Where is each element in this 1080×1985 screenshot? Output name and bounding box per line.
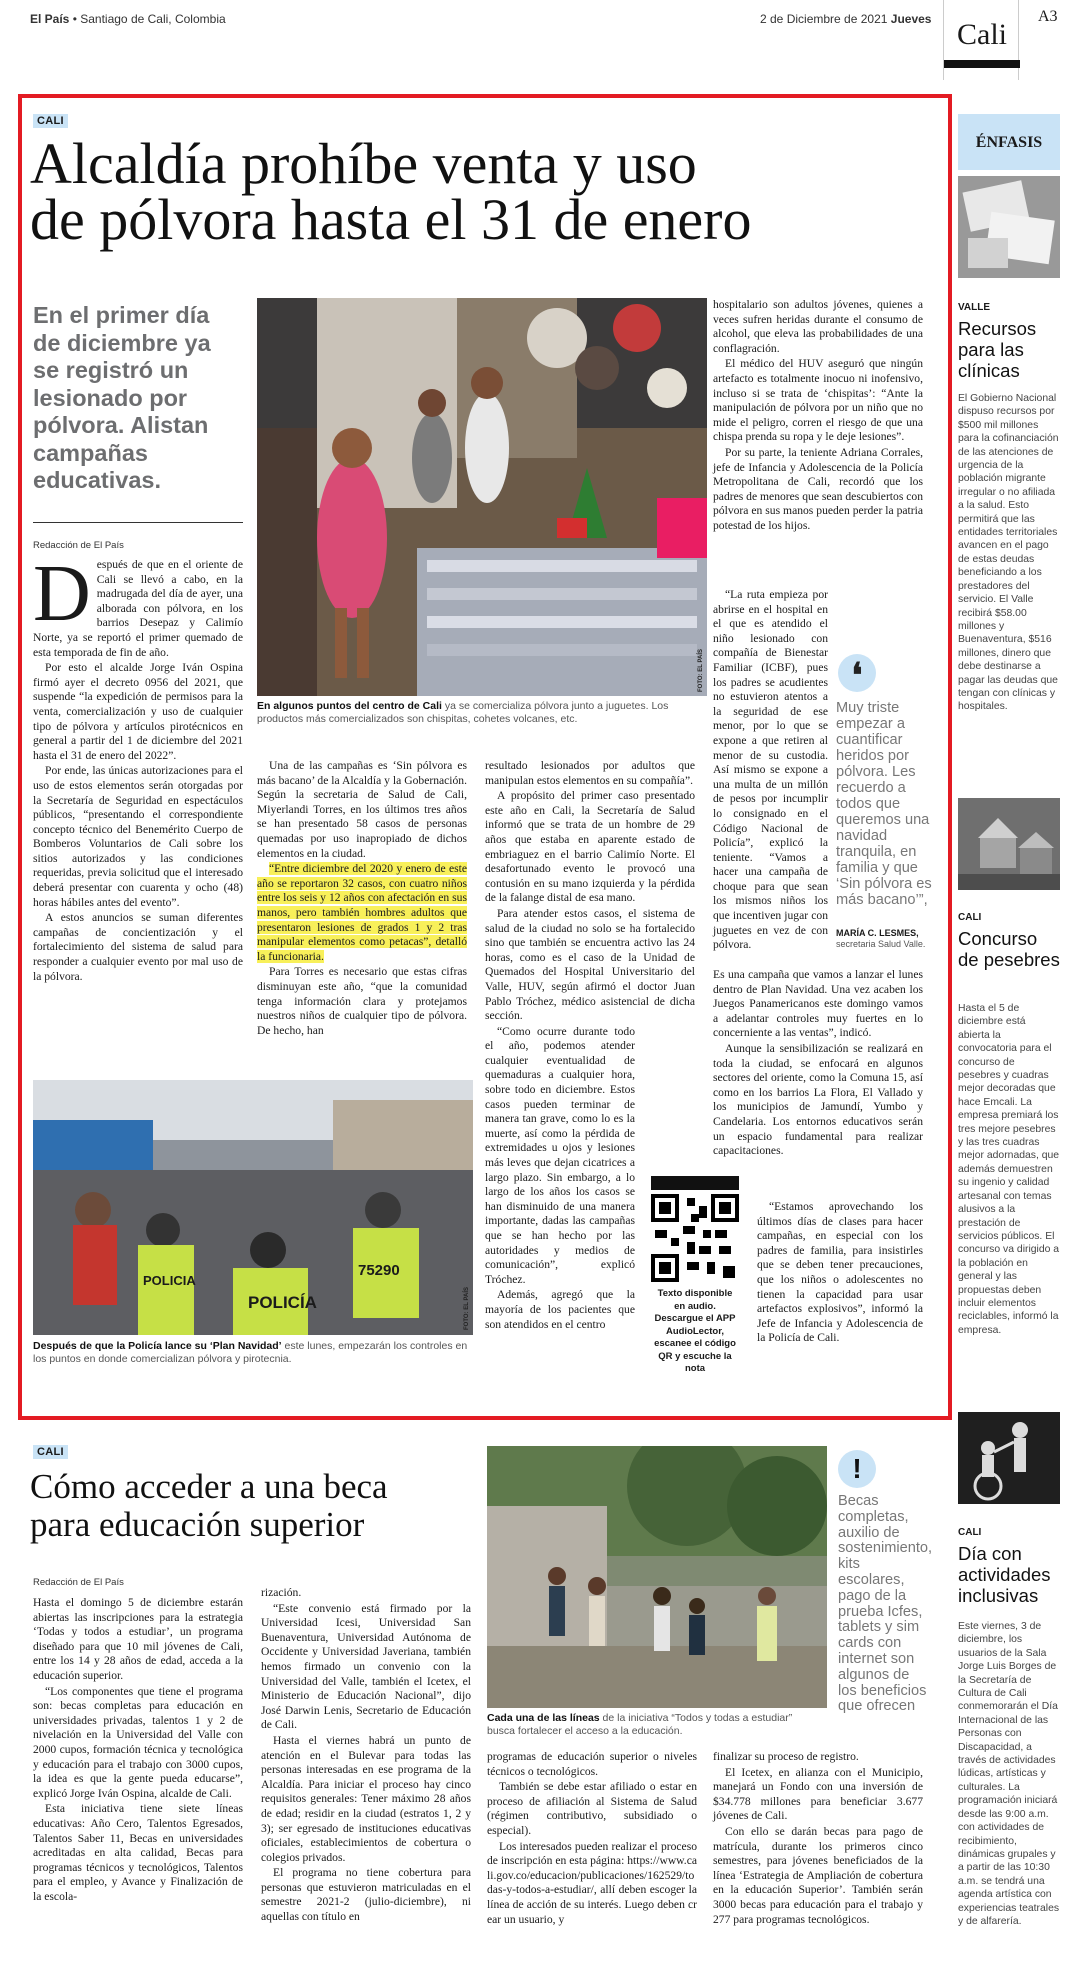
quote-author [836, 928, 936, 950]
headline-line-2: de pólvora hasta el 31 de enero [30, 187, 752, 252]
highlighted-text: “Entre diciembre del 2020 y enero de este año se reportaron 32 casos, con cuatro niños entre los seis y 12 años con afectación en sus manos, pero también hombres adultos que presentaron lesiones de grados 1 y 2 tras manipular elementos como petacas”, detalló la funcionaria. [257, 862, 467, 963]
sidebar-image-2 [958, 798, 1060, 890]
masthead-line: El País • Santiago de Cali, Colombia [30, 12, 226, 26]
sidebar-text: El Gobierno Nacional dispuso recursos por $500 mil millones para la cofinanciación de las atenciones de urgencia de la población migrante irregular o no afiliada a la salud. Esto permitirá que las entidades territoriales avancen en el pago de estas deudas beneficiando a los prestadores del servicio. El Valle recibirá $58.00 millones y Buenaventura, $516 millones, dinero que debe destinarse a pagar las deudas que tengan con clínicas y hospitales. [958, 393, 1059, 713]
drop-cap: D [33, 550, 91, 638]
paragraph: El médico del HUV aseguró que ningún artefacto es totalmente inocuo ni inofensivo, incluso si se trata de ‘chispitas’: “Ante la manipulación de pólvora por un niño que no mide el peligro, corren el riesgo de que una chispa prenda su ropa y le deje lesiones”. [713, 357, 923, 444]
police-vest-text-1: POLICÍA [248, 1293, 317, 1312]
section-bar [944, 60, 1020, 68]
qr-caption: Texto disponible en audio. Descargue el APP AudioLector, escanee el código QR y escuche la nota [654, 1288, 736, 1374]
second-column-3 [487, 1750, 697, 1928]
photo-credit: FOTO: EL PAÍS [698, 648, 704, 692]
photo-credit: FOTO: EL PAÍS [464, 1286, 470, 1330]
paragraph: A propósito del primer caso presentado este año en Cali, la Secretaría de Salud informó que se trata de un hombre de 29 años que estaba en aparente estado de embriaguez en el barrio Calimío Norte. El desafortunado evento le provocó una contusión en su mano izquierda y la pérdida de la falange distal de esa mano. [485, 789, 695, 905]
police-vest-text-2: POLICIA [143, 1273, 196, 1288]
photo-market-caption [257, 700, 707, 726]
headline-line-1: Cómo acceder a una beca [30, 1467, 388, 1506]
article-column-2 [257, 759, 467, 1039]
paragraph: Para Torres es necesario que estas cifras disminuyan este año, “que la comunidad tenga información clara y protejamos nuestros niños de cualquier tipo de pólvora. De hecho, han [257, 965, 467, 1037]
paragraph: A estos anuncios se suman diferentes campañas de concientización y el fortalecimiento del sistema de salud para responder a cualquier evento por mal uso de la pólvora. [33, 911, 243, 983]
paragraph: finalizar su proceso de registro. [713, 1750, 859, 1763]
date: 2 de Diciembre de 2021 [760, 12, 888, 26]
second-column-1 [33, 1596, 243, 1905]
qr-code-svg [651, 1194, 739, 1282]
caption-text: ya se comercializa pólvora junto a juguetes. Los productos más comercializados son chispitas, cohetes volcanes, etc. [257, 700, 669, 725]
paragraph: Es una campaña que vamos a lanzar el lunes dentro de Plan Navidad. Una vez acaben los Juegos Panamericanos este domingo vamos a adelantar controles muy fuertes en lo concerniente a las ventas”, indicó. [713, 968, 923, 1040]
wheelchair-photo-svg [958, 1412, 1060, 1504]
paragraph: Para atender estos casos, el sistema de salud de la ciudad no solo se ha fortalecido sino que también se encuentra activo las 24 horas, como es el caso de la Unidad de Quemados del Hospital Universitario del Valle, HUV, según afirmó el doctor Juan Pablo Tróchez, médico asistencial de dicha sección. [485, 906, 695, 1023]
page-number: A3 [1038, 8, 1058, 25]
paragraph: Aunque la sensibilización se realizará en toda la ciudad, se enfocará en algunos sectores del oriente, como la Comuna 15, así como en los barrios La Flora, El Vallado y los municipios de Jamundí, Yumbo y Candelaria. Los entornos educativos serán un espacio fundamental para realizar capacitaciones. [713, 1041, 923, 1158]
section-tag: CALI [33, 1445, 68, 1459]
paragraph: hospitalario son adultos jóvenes, quienes a veces sufren heridas durante el consumo de alcohol, que eleva las probabilidades de una conflagración. [713, 298, 923, 355]
pull-quote: Muy triste empezar a cuantificar heridos por pólvora. Les recuerdo a todos que queremos una navidad tranquila, en familia y que ‘Sin pólvora es más bacano’”, [836, 700, 932, 908]
sidebar-text: Este viernes, 3 de diciembre, los usuarios de la Sala Jorge Luis Borges de la Secretaría de Cultura de Cali conmemorarán el Día Internacional de las Personas con Discapacidad, a través de actividades lúdicas, artísticas y culturales. La programación iniciará desde las 9:00 a.m. con actividades de recibimiento, dinámicas grupales y a partir de las 10:30 a.m. se tendrá una agenda artística con experiencias teatrales y de alfarería. [958, 1621, 1060, 1927]
paragraph: Por ende, las únicas autorizaciones para el uso de estos elementos serán otorgadas por la Secretaría de Seguridad en espectáculos públicos, “presentando el correspondiente concepto técnico del Benemérito Cuerpo de Bomberos Voluntarios de Cali sobre los sitios autorizados y las condiciones requeridas, previa solicitud que el interesado deberá presentar con cuarenta y ocho (48) horas hábiles antes del evento”. [33, 764, 243, 909]
benefits-note: Becas completas, auxilio de sostenimiento, kits escolares, pago de la prueba Icfes, tablets y sim cards con internet son algunos de los beneficios que ofrecen [838, 1493, 933, 1715]
caption-text: este lunes, empezarán los controles en los puntos en donde comercializan pólvora y pirotecnia. [33, 1340, 468, 1365]
caption-lead: Cada una de las líneas [487, 1712, 600, 1724]
main-headline [30, 131, 930, 252]
paragraph: Por su parte, la teniente Adriana Corrales, jefe de Infancia y Adolescencia de la Policía Metropolitana de Cali, recordó que los padres de menores que sean descubiertos con pólvora en sus manos pueden perder la patria potestad de los hijos. [713, 445, 923, 532]
section-box [943, 0, 1019, 80]
article-column-4 [713, 298, 923, 535]
paragraph: Además, agregó que la mayoría de los pacientes que son atendidos en el centro [485, 1288, 635, 1331]
paragraph: Con ello se darán becas para pago de matrícula, durante los primeros cinco semestres, para jóvenes beneficiados de la línea ‘Estrategia de Ampliación de cobertura en la educación Superior’. También serán 3000 becas para educación para el trabajo y 277 para programas tecnológicos. [713, 1824, 923, 1926]
police-plate-text: 75290 [358, 1262, 400, 1279]
nativity-photo-svg [958, 798, 1060, 890]
byline: Redacción de El País [33, 1577, 124, 1588]
section-tag: CALI [33, 114, 68, 128]
weekday: Jueves [890, 12, 932, 26]
paragraph: Hasta el viernes habrá un punto de atención en el Bulevar para todas las personas interesadas en ese programa de la Alcaldía. Para iniciar el proceso hay cinco requisitos generales: Tener máximo 28 años de edad; residir en la ciudad (estratos 1, 2 y 3); ser egresado de instituciones educativas oficiales, establecimientos de cobertura o colegios privados. [261, 1733, 471, 1864]
paragraph: También se debe estar afiliado o estar en proceso de afiliación al Sistema de Salud (régimen contributivo, subsidiado o especial). [487, 1780, 697, 1837]
documents-photo-svg [958, 176, 1060, 278]
quote-author-role: secretaria Salud Valle. [836, 939, 926, 949]
sidebar-tag: CALI [958, 912, 982, 923]
sidebar-image-3 [958, 1412, 1060, 1504]
caption-lead: Después de que la Policía lance su ‘Plan Navidad’ [33, 1340, 282, 1352]
sidebar-tag: CALI [958, 1527, 982, 1538]
second-column-4 [713, 1750, 923, 1928]
photo-police [33, 1080, 473, 1335]
paragraph: Los interesados pueden realizar el proceso de inscripción en esta página: https://www.cali.gov.co/educacion/publicaciones/162529/todas-y-todos-a-estudiar/, allí deben escoger la línea de acción de su interés. Luego deben crear un usuario, y [487, 1839, 697, 1926]
article-column-4-end [757, 1200, 923, 1347]
paragraph: “La ruta empieza por abrirse en el hospital en el que es atendido el niño lesionado con compañía de Bienestar Familiar (ICBF), pues los padres se acudientes no estuvieron atentos a la seguridad de ese menor, por lo que se expone a que retiren al menor de su custodia. Así mismo se expone a una multa de un millón de pesos por incumplir lo consignado en el Código Nacional de Policía”, explicó la teniente. “Vamos a hacer una campaña de choque para que sean los mismos niños los que incentiven jugar con juguetes en vez de con pólvora. [713, 588, 828, 952]
headline-line-1: Alcaldía prohíbe venta y uso [30, 131, 697, 196]
market-photo-svg [257, 298, 707, 696]
article-column-4-continued [713, 968, 923, 1160]
paragraph: Hasta el domingo 5 de diciembre estarán abiertas las inscripciones para la estrategia ‘Todas y todos a estudiar’, un programa diseñado para que 10 mil jóvenes de Cali, entre los 14 y 28 años de edad, acceda a la educación superior. [33, 1596, 243, 1682]
students-photo-svg [487, 1446, 827, 1708]
highlighted-quote [257, 862, 467, 964]
quote-author-name: MARÍA C. LESMES, [836, 928, 919, 938]
photo-students [487, 1446, 827, 1708]
lead-text: En el primer día de diciembre ya se registró un lesionado por pólvora. Alistan campañas educativas. [33, 302, 211, 493]
paragraph: Por esto el alcalde Jorge Iván Ospina firmó ayer el decreto 0956 del 2021, que suspende “la expedición de permisos para la venta, comercialización y uso de cualquier tipo de pólvora y artículos pirotécnicos en general a partir del 1 de diciembre del 2021 hasta el 31 de enero del 2022”. [33, 661, 243, 762]
sidebar-header [958, 114, 1060, 170]
paragraph: Esta iniciativa tiene siete líneas educativas: Año Cero, Talentos Egresados, Talentos Saber 11, Becas en universidades acreditadas en alta calidad, Becas para programas técnicos y tecnológicos, Talentos para el empleo, y Avance y Finalización de la escola- [33, 1802, 243, 1903]
second-headline [30, 1468, 470, 1544]
paragraph: El programa no tiene cobertura para personas que estuvieron matriculadas en el semestre 2021-2 (julio-diciembre), ni aquellas con título en [261, 1866, 471, 1924]
paper-name: El País [30, 12, 70, 26]
second-column-2 [261, 1586, 471, 1926]
paragraph: “Como ocurre durante todo el año, podemos atender cualquier eventualidad de quemaduras a cualquier hora, sobre todo en diciembre. Estos casos pueden terminar de manera tan grave, como lo es la muerte, así como la pérdida de extremidades u ojos y lesiones más leves que dejan cicatrices a largo plazo. Sin embargo, a lo largo de los años los casos se han disminuido de una manera importante, dadas las campañas que se han hecho por las autoridades y medios de comunicación”, explicó Tróchez. [485, 1024, 635, 1286]
paragraph: Una de las campañas es ‘Sin pólvora es más bacano’ de la Alcaldía y la Gobernación. Según la secretaria de Salud de Cali, Miyerlandi Torres, en los últimos tres años se han presentado 58 casos de personas quemadas por uso inapropiado de dichos elementos en la ciudad. [257, 759, 467, 860]
paragraph: “Este convenio está firmado por la Universidad Icesi, Universidad San Buenaventura, Universidad Autónoma de Occidente y Universidad Javeriana, también hemos firmado un convenio con la Universidad del Valle, también el Icetex, el Ministerio de Educación Nacional”, dijo José Darwin Lenis, Secretario de Educación de Cali. [261, 1601, 471, 1732]
qr-top-bar [651, 1176, 739, 1190]
paragraph: programas de educación superior o niveles técnicos o tecnológicos. [487, 1750, 697, 1778]
caption-text: de la iniciativa “Todos y todas a estudiar” busca fortalecer el acceso a la educación. [487, 1712, 793, 1737]
exclamation-icon: ! [838, 1450, 876, 1488]
photo-police-caption [33, 1340, 473, 1366]
paragraph: “Los componentes que tiene el programa son: becas completas para educación en universidades privadas, talentos 1 y 2 de nivelación en la Universidad del Valle con 2000 cupos, formación técnica y tecnológica y educación para el trabajo con 3000 cupos, la idea es que la gente pueda educarse”, explicó Jorge Iván Ospina, alcalde de Cali. [33, 1684, 243, 1800]
city: Santiago de Cali, Colombia [80, 12, 226, 26]
police-photo-svg [33, 1080, 473, 1335]
paragraph: rización. [261, 1586, 302, 1599]
masthead [30, 8, 1070, 92]
paragraph: “Estamos aprovechando los últimos días de clases para hacer campañas, en especial con los padres de familia, para insistirles que se deben tener precauciones, que los niños o adolescentes no tienen la capacidad para usar artefactos explosivos”, informó la Jefe de Infancia y Adolescencia de la Policía de Cali. [757, 1200, 923, 1345]
sidebar-text: Hasta el 5 de diciembre está abierta la convocatoria para el concurso de pesebres y cuadras mejor decoradas que hace Emcali. La empresa premiará los tres mejore pesebres y las tres cuadras mejor adornadas, que además demuestren su ingenio y calidad artesanal con temas alusivos a la prestación de servicios públicos. El concurso va dirigido a la población en general y las propuestas deben incluir elementos reciclables, informó la empresa. [958, 1003, 1060, 1336]
sidebar-headline: Concurso de pesebres [958, 928, 1060, 970]
lead-divider [33, 522, 243, 523]
photo-market [257, 298, 707, 696]
sidebar-headline: Recursos para las clínicas [958, 318, 1037, 381]
qr-code-icon[interactable] [651, 1176, 739, 1284]
sidebar-headline: Día con actividades inclusivas [958, 1543, 1051, 1606]
byline: Redacción de El País [33, 540, 124, 551]
article-column-1 [33, 550, 243, 985]
quote-icon: ❛ [838, 654, 876, 692]
headline-line-2: para educación superior [30, 1505, 365, 1544]
paragraph: resultado lesionados por adultos que manipulan estos elementos en su compañía”. [485, 759, 695, 787]
article-column-4-narrow [713, 588, 828, 954]
section-name: Cali [957, 18, 1007, 51]
paragraph: espués de que en el oriente de Cali se llevó a cabo, en la madrugada del día de ayer, una alborada con pólvora, en los barrios Desepaz y Calimío Norte, ya se reportó el primer quemado de esta temporada de fin de año. [33, 558, 243, 659]
date-line [760, 12, 931, 26]
photo-students-caption [487, 1712, 817, 1738]
caption-lead: En algunos puntos del centro de Cali [257, 700, 442, 712]
paragraph: El Icetex, en alianza con el Municipio, manejará un Fondo con una inversión de $34.778 millones para beneficiar 3.677 jóvenes de Cali. [713, 1765, 923, 1823]
sidebar-image-1 [958, 176, 1060, 278]
sidebar-tag: VALLE [958, 302, 991, 313]
sidebar-title: ÉNFASIS [975, 134, 1043, 151]
